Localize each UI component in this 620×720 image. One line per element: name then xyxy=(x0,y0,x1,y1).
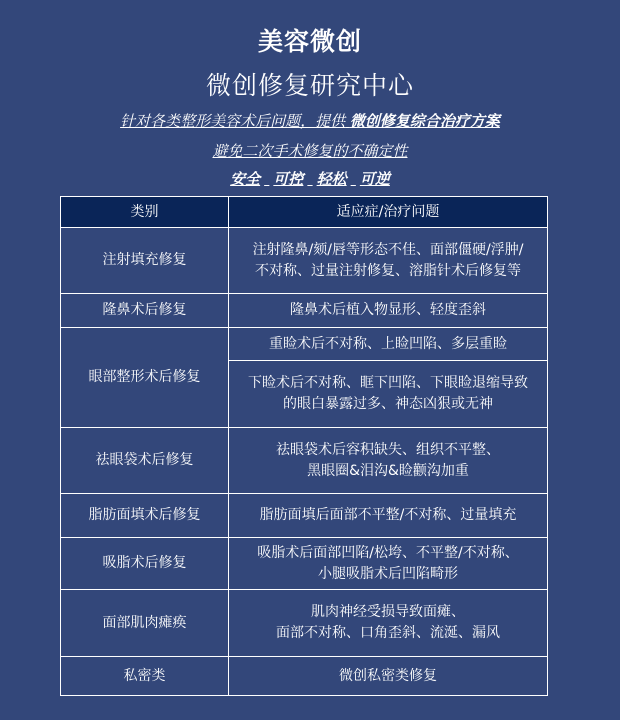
indication-line: 隆鼻术后植入物显形、轻度歪斜 xyxy=(290,302,486,318)
row-category: 脂肪面填术后修复 xyxy=(61,494,229,538)
row-indication xyxy=(229,228,548,294)
table-row xyxy=(61,657,548,696)
table-row xyxy=(61,294,548,328)
row-category: 注射填充修复 xyxy=(61,228,229,294)
row-category: 面部肌肉瘫痪 xyxy=(61,590,229,657)
table-header-row xyxy=(61,197,548,228)
row-category: 吸脂术后修复 xyxy=(61,538,229,590)
table-row xyxy=(61,428,548,494)
indication-line: 微创私密类修复 xyxy=(339,667,437,684)
indication-line: 黑眼圈&泪沟&睑颧沟加重 xyxy=(307,462,469,479)
table-row xyxy=(61,228,548,294)
tag-reversible: 可逆 xyxy=(359,170,390,188)
note-line: 避免二次手术修复的不确定性 xyxy=(212,142,408,160)
indication-line: 吸脂术后面部凹陷/松垮、不平整/不对称、 xyxy=(257,544,519,561)
row-indication xyxy=(229,538,548,590)
indication-line: 祛眼袋术后容积缺失、组织不平整、 xyxy=(276,441,500,458)
indication-line: 的眼白暴露过多、神态凶狠或无神 xyxy=(283,396,493,412)
row-indication xyxy=(229,590,548,657)
table-row xyxy=(61,328,548,361)
row-indication xyxy=(229,294,548,328)
indication-line: 不对称、过量注射修复、溶脂针术后修复等 xyxy=(255,262,521,279)
indication-line: 面部不对称、口角歪斜、流涎、漏风 xyxy=(276,625,500,641)
table-row xyxy=(61,538,548,590)
indication-line: 注射隆鼻/颏/唇等形态不佳、面部僵硬/浮肿/ xyxy=(252,241,524,258)
row-category: 祛眼袋术后修复 xyxy=(61,428,229,494)
row-indication xyxy=(229,657,548,696)
indication-line: 下睑术后不对称、眶下凹陷、下眼睑退缩导致 xyxy=(248,375,528,391)
indication-line: 脂肪面填后面部不平整/不对称、过量填充 xyxy=(259,507,517,523)
tag-safe: 安全 xyxy=(230,170,261,188)
indication-line: 重睑术后不对称、上睑凹陷、多层重睑 xyxy=(269,335,507,352)
page-subtitle: 微创修复研究中心 xyxy=(205,71,414,100)
header-indication: 适应症/治疗问题 xyxy=(229,197,548,228)
table-row xyxy=(61,494,548,538)
tag-controllable: 可控 xyxy=(273,170,304,188)
table-row xyxy=(61,590,548,657)
row-category: 隆鼻术后修复 xyxy=(61,294,229,328)
intro-line xyxy=(0,110,620,131)
brand-title: 美容微创 xyxy=(257,27,362,56)
intro-highlight: 微创修复综合治疗方案 xyxy=(349,112,500,130)
row-indication xyxy=(229,328,548,361)
row-indication xyxy=(229,428,548,494)
indication-line: 肌肉神经受损导致面瘫、 xyxy=(311,604,465,620)
header-category: 类别 xyxy=(61,197,229,228)
row-category: 私密类 xyxy=(61,657,229,696)
tag-line xyxy=(0,168,620,189)
tag-easy: 轻松 xyxy=(316,170,347,188)
repair-table xyxy=(60,196,548,696)
row-category: 眼部整形术后修复 xyxy=(61,328,229,428)
row-indication xyxy=(229,494,548,538)
intro-prefix: 针对各类整形美容术后问题，提供 xyxy=(120,112,346,130)
indication-line: 小腿吸脂术后凹陷畸形 xyxy=(318,565,458,582)
row-indication xyxy=(229,361,548,428)
